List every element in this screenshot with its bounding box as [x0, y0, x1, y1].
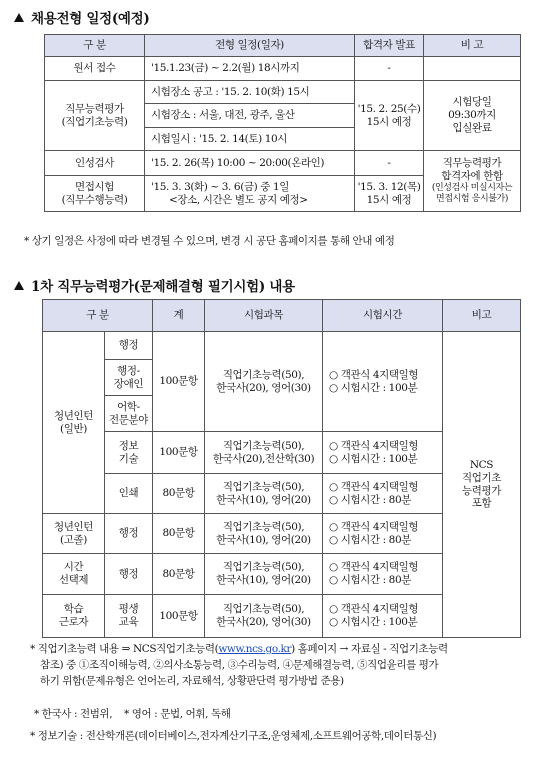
sub-label: [105, 360, 153, 396]
announce-cell: -: [355, 57, 424, 81]
schedule-cell: 시험장소 : 서울, 대전, 광주, 울산: [145, 104, 355, 128]
sub-label: [105, 432, 153, 474]
announce-line: 15시 예정: [366, 115, 412, 128]
triangle-bullet-icon: [14, 13, 24, 22]
triangle-bullet-icon: [14, 281, 24, 290]
table-row: [45, 81, 521, 104]
table-row: [43, 332, 521, 360]
note-line: 입실완료: [452, 121, 492, 134]
note-cell: [424, 81, 521, 151]
group-label-line: 선택제: [58, 574, 89, 586]
time-line: ○ 객관식 4지택일형: [329, 520, 419, 533]
subject-line: 한국사(10), 영어(20): [216, 493, 311, 506]
total-cell: 80문항: [153, 474, 205, 514]
note-line: 직무능력평가: [442, 157, 502, 170]
note-cell: [424, 57, 521, 81]
time-cell: [323, 474, 443, 514]
col-header-category: 구 분: [43, 300, 153, 332]
subject-line: 직업기초능력(50),: [222, 603, 305, 616]
remark-line: 능력평가: [462, 484, 501, 497]
total-cell: 80문항: [153, 514, 205, 554]
note-line: 시험당일: [452, 96, 492, 109]
it-scope-note: * 정보기술 : 전산학개론(데이터베이스,전자계산기구조,운영체제,소프트웨어공학,데이터통신): [30, 730, 437, 742]
sub-label-line: 정보: [118, 439, 139, 452]
time-line: ○ 객관식 4지택일형: [329, 561, 419, 574]
ncs-note: [30, 642, 525, 689]
ncs-note-suffix: ) 홈페이지 → 자료실 - 직업기초능력: [291, 643, 448, 655]
remark-line: NCS: [469, 458, 494, 471]
subject-cell: [205, 474, 323, 514]
announce-cell: -: [355, 151, 424, 176]
group-label-line: 시간: [63, 561, 84, 574]
time-line: ○ 시험시간 : 80분: [329, 574, 411, 586]
schedule-cell: '15.1.23(금) ~ 2.2(월) 18시까지: [145, 57, 355, 81]
sub-label-line: 기술: [118, 452, 139, 465]
group-label-line: 근로자: [58, 616, 89, 628]
announce-cell: [355, 176, 424, 212]
total-cell: 100문항: [153, 595, 205, 638]
group-label: [43, 554, 105, 595]
schedule-cell: [145, 176, 355, 212]
time-line: ○ 객관식 4지택일형: [329, 368, 419, 381]
exam-header-row: [43, 300, 521, 332]
time-line: ○ 객관식 4지택일형: [329, 439, 419, 452]
announce-cell: [355, 81, 424, 151]
time-line: ○ 객관식 4지택일형: [329, 603, 419, 616]
schedule-cell: 시험장소 공고 : '15. 2. 10(화) 15시: [145, 81, 355, 104]
announce-line: '15. 3. 12(목): [357, 180, 421, 193]
time-line: ○ 시험시간 : 100분: [329, 616, 418, 628]
section1-title: 채용전형 일정(예정): [31, 11, 150, 27]
sub-label-line: 전문분야: [109, 413, 148, 426]
col-header-schedule: 전형 일정(일자): [145, 35, 355, 57]
schedule-table: [44, 34, 521, 212]
note-line: (인성검사 미실시자는: [431, 182, 513, 193]
col-header-note: 비 고: [424, 35, 521, 57]
time-line: ○ 시험시간 : 100분: [329, 381, 418, 394]
announce-line: '15. 2. 25(수): [357, 102, 421, 115]
subject-cell: [205, 432, 323, 474]
sub-label: 행정: [105, 332, 153, 360]
time-line: ○ 시험시간 : 80분: [329, 533, 411, 546]
row-label-line: 직무능력평가: [65, 102, 124, 115]
time-line: ○ 객관식 4지택일형: [329, 480, 419, 493]
ncs-note-line2: 참조) 중 ①조직이해능력, ②의사소통능력, ③수리능력, ④문제해결능력, ⑤직업윤리를 평가: [40, 658, 439, 671]
row-label-line: (직무수행능력): [61, 193, 128, 206]
sub-label-line: 장애인: [113, 377, 144, 390]
sub-label-line: 평생: [118, 603, 139, 616]
row-label: [45, 176, 145, 212]
sub-label: [105, 396, 153, 432]
time-cell: [323, 332, 443, 432]
col-header-remark: 비고: [443, 300, 521, 332]
sub-label: [105, 595, 153, 638]
group-label-line: (일반): [60, 422, 87, 435]
subject-cell: [205, 554, 323, 595]
time-cell: [323, 514, 443, 554]
total-cell: 100문항: [153, 432, 205, 474]
subject-cell: [205, 595, 323, 638]
sub-label: 인쇄: [105, 474, 153, 514]
subject-line: 한국사(10), 영어(20): [216, 533, 311, 546]
ncs-website-link[interactable]: www.ncs.go.kr: [218, 643, 292, 655]
note-line: 합격자에 한함: [441, 170, 503, 183]
section2-title: 1차 직무능력평가(문제해결형 필기시험) 내용: [31, 279, 295, 295]
remark-line: 직업기초: [462, 471, 501, 484]
subject-line: 직업기초능력(50),: [222, 520, 305, 533]
ncs-note-prefix: * 직업기초능력 내용 ⇒ NCS직업기초능력(: [30, 643, 219, 655]
row-label: 인성검사: [45, 151, 145, 176]
col-header-time: 시험시간: [323, 300, 443, 332]
subject-line: 한국사(20),전산학(30): [212, 452, 315, 465]
sub-label: 행정: [105, 554, 153, 595]
schedule-line: '15. 3. 3(화) ~ 3. 6(금) 중 1일: [151, 180, 289, 193]
group-label: [43, 514, 105, 554]
sub-label-line: 교육: [118, 616, 139, 628]
col-header-subjects: 시험과목: [205, 300, 323, 332]
col-header-total: 계: [153, 300, 205, 332]
total-cell: 100문항: [153, 332, 205, 432]
note-line: 09:30까지: [448, 109, 496, 122]
subject-cell: [205, 514, 323, 554]
group-label-line: 청년인턴: [54, 409, 93, 422]
time-line: ○ 시험시간 : 100분: [329, 452, 418, 465]
sub-label: 행정: [105, 514, 153, 554]
row-label: 원서 접수: [45, 57, 145, 81]
section1-heading: [14, 7, 150, 27]
ncs-note-line1: [30, 642, 525, 658]
schedule-cell: '15. 2. 26(목) 10:00 ~ 20:00(온라인): [145, 151, 355, 176]
subject-scope-note: * 한국사 : 전범위, * 영어 : 문법, 어휘, 독해: [34, 708, 231, 720]
col-header-category: 구 분: [45, 35, 145, 57]
schedule-cell: 시험일시 : '15. 2. 14(토) 10시: [145, 128, 355, 151]
schedule-header-row: [45, 35, 521, 57]
time-cell: [323, 554, 443, 595]
subject-line: 직업기초능력(50),: [222, 480, 305, 493]
row-label: [45, 81, 145, 151]
remark-cell: [443, 332, 521, 638]
schedule-line: <장소, 시간은 별도 공지 예정>: [169, 193, 308, 206]
group-label: [43, 595, 105, 638]
ncs-note-line3: 하기 위함(문제유형은 언어논리, 자료해석, 상황판단력 평가방법 준용): [40, 674, 344, 687]
group-label-line: 청년인턴: [54, 520, 93, 533]
subject-line: 직업기초능력(50),: [222, 561, 305, 574]
sub-label-line: 행정-: [117, 364, 140, 377]
row-label-line: (직업기초능력): [61, 115, 128, 128]
remark-line: 포함: [471, 497, 492, 510]
subject-line: 한국사(20), 영어(30): [216, 616, 311, 628]
section2-heading: [14, 275, 295, 295]
announce-line: 15시 예정: [366, 193, 412, 206]
group-label: [43, 332, 105, 514]
subject-line: 직업기초능력(50),: [222, 439, 305, 452]
sub-label-line: 어학-: [117, 400, 140, 413]
time-line: ○ 시험시간 : 80분: [329, 493, 411, 506]
row-label-line: 면접시험: [75, 180, 114, 193]
time-cell: [323, 595, 443, 638]
time-cell: [323, 432, 443, 474]
group-label-line: (고졸): [60, 533, 87, 546]
group-label-line: 학습: [63, 603, 84, 616]
col-header-announce: 합격자 발표: [355, 35, 424, 57]
table-row: [45, 151, 521, 176]
subject-line: 한국사(20), 영어(30): [216, 381, 311, 394]
subject-cell: [205, 332, 323, 432]
note-cell: [424, 151, 521, 212]
total-cell: 80문항: [153, 554, 205, 595]
exam-content-table: [42, 299, 521, 638]
table-row: [45, 57, 521, 81]
subject-line: 직업기초능력(50),: [222, 368, 305, 381]
subject-line: 한국사(10), 영어(20): [216, 574, 311, 586]
note-line: 면접시험 응시불가): [436, 193, 508, 204]
schedule-footnote: * 상기 일정은 사정에 따라 변경될 수 있으며, 변경 시 공단 홈페이지를 통해 안내 예정: [24, 235, 395, 247]
